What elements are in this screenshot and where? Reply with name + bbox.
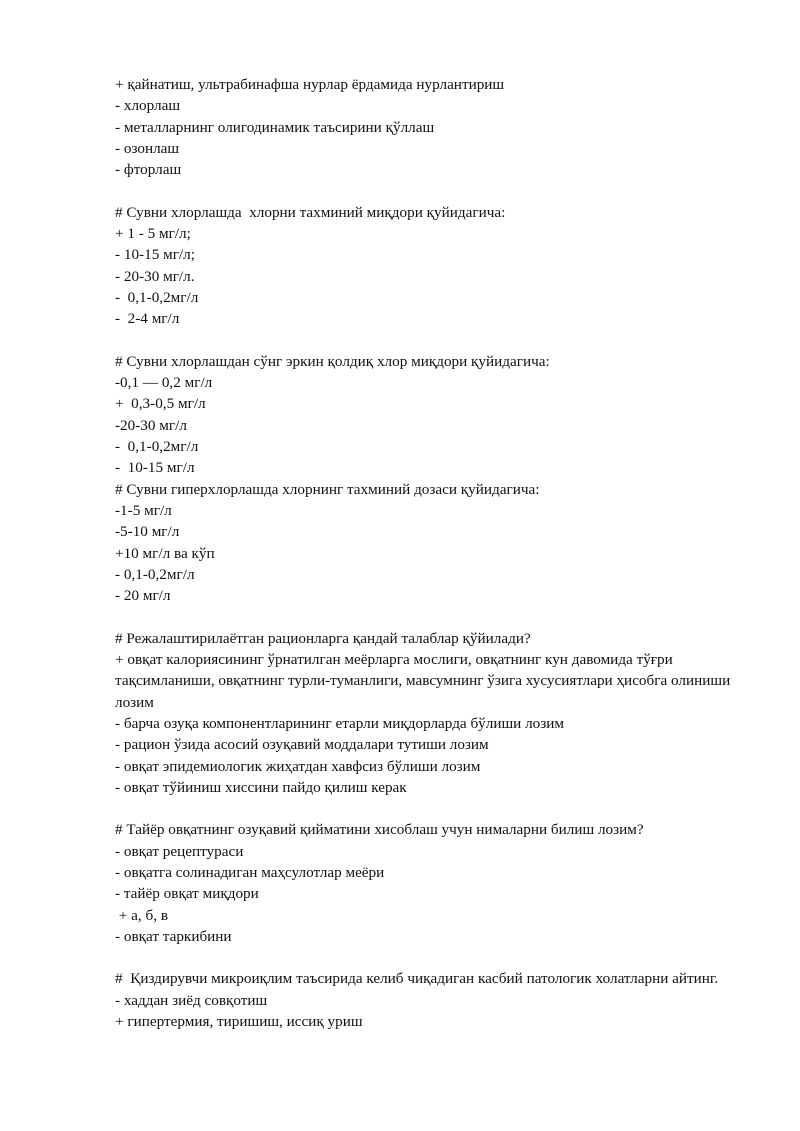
answer-option: + қайнатиш, ультрабинафша нурлар ёрдамида нурлантириш — [115, 76, 505, 93]
answer-option: - 20-30 мг/л. — [115, 267, 195, 285]
question-text: # Сувни хлорлашда хлорни тахминий миқдори қуйидагича: — [115, 203, 506, 221]
question-block-3 — [115, 351, 735, 479]
answer-option: - хлорлаш — [115, 97, 181, 115]
answer-option: - овқат эпидемиологик жиҳатдан хавфсиз бўлиши лозим — [115, 757, 481, 775]
blank-line — [115, 180, 735, 201]
answer-option: - фторлаш — [115, 161, 182, 179]
blank-line — [115, 947, 735, 968]
answer-option: - тайёр овқат миқдори — [115, 885, 259, 903]
correct-answer: + овқат калориясининг ўрнатилган меёрларга мослиги, овқатнинг кун давомида тўғри тақсимланиши, овқатнинг турли-туманлиги, мавсумнинг ўзига хусусиятлари ҳисобга олиниши лозим — [115, 651, 734, 711]
answer-option: - 0,1-0,2мг/л — [115, 565, 195, 583]
question-text: # Режалаштирилаётган рационларга қандай талаблар қўйилади? — [115, 629, 531, 647]
question-block-7 — [115, 968, 735, 1032]
answer-option: - хаддан зиёд совқотиш — [115, 991, 268, 1009]
answer-option: + гипертермия, тиришиш, иссиқ уриш — [115, 1013, 363, 1031]
answer-option: - 0,1-0,2мг/л — [115, 438, 199, 456]
answer-option: - 0,1-0,2мг/л — [115, 288, 199, 306]
blank-line — [115, 330, 735, 351]
question-block-4 — [115, 479, 735, 607]
answer-option: - овқатга солинадиган маҳсулотлар меёри — [115, 863, 385, 881]
blank-line — [115, 606, 735, 627]
answer-option: - 20 мг/л — [115, 587, 171, 605]
question-text: # Қиздирувчи микроиқлим таъсирида келиб чиқадиган касбий патологик холатларни айтинг. — [115, 970, 719, 988]
answer-option: - барча озуқа компонентларининг етарли миқдорларда бўлиши лозим — [115, 714, 565, 732]
answer-option: -1-5 мг/л — [115, 501, 172, 519]
answer-option: - овқат таркибини — [115, 927, 232, 945]
answer-option: -0,1 — 0,2 мг/л — [115, 374, 213, 392]
question-block-1-answers — [115, 74, 735, 180]
answer-option: - озонлаш — [115, 139, 180, 157]
answer-option: + 0,3-0,5 мг/л — [115, 395, 206, 413]
answer-option: - овқат тўйиниш хиссини пайдо қилиш керак — [115, 778, 407, 796]
answer-option: - овқат рецептураси — [115, 842, 244, 860]
question-text: # Тайёр овқатнинг озуқавий қийматини хисоблаш учун нималарни билиш лозим? — [115, 821, 644, 839]
question-block-2 — [115, 202, 735, 330]
answer-option: - 10-15 мг/л — [115, 459, 195, 477]
document-page — [115, 74, 735, 1032]
answer-option: -20-30 мг/л — [115, 416, 187, 434]
answer-option: -5-10 мг/л — [115, 523, 180, 541]
answer-option: - 10-15 мг/л; — [115, 246, 195, 264]
blank-line — [115, 798, 735, 819]
answer-option: +10 мг/л ва кўп — [115, 544, 215, 562]
answer-option: - 2-4 мг/л — [115, 310, 180, 328]
answer-option: - рацион ўзида асосий озуқавий моддалари тутиши лозим — [115, 736, 489, 754]
question-text: # Сувни хлорлашдан сўнг эркин қолдиқ хлор миқдори қуйидагича: — [115, 352, 550, 370]
answer-option: + а, б, в — [115, 906, 168, 924]
question-block-6 — [115, 819, 735, 947]
question-text: # Сувни гиперхлорлашда хлорнинг тахминий дозаси қуйидагича: — [115, 480, 540, 498]
answer-option: - металларнинг олигодинамик таъсирини қўллаш — [115, 118, 435, 136]
answer-option: + 1 - 5 мг/л; — [115, 225, 191, 243]
question-block-5 — [115, 628, 735, 798]
